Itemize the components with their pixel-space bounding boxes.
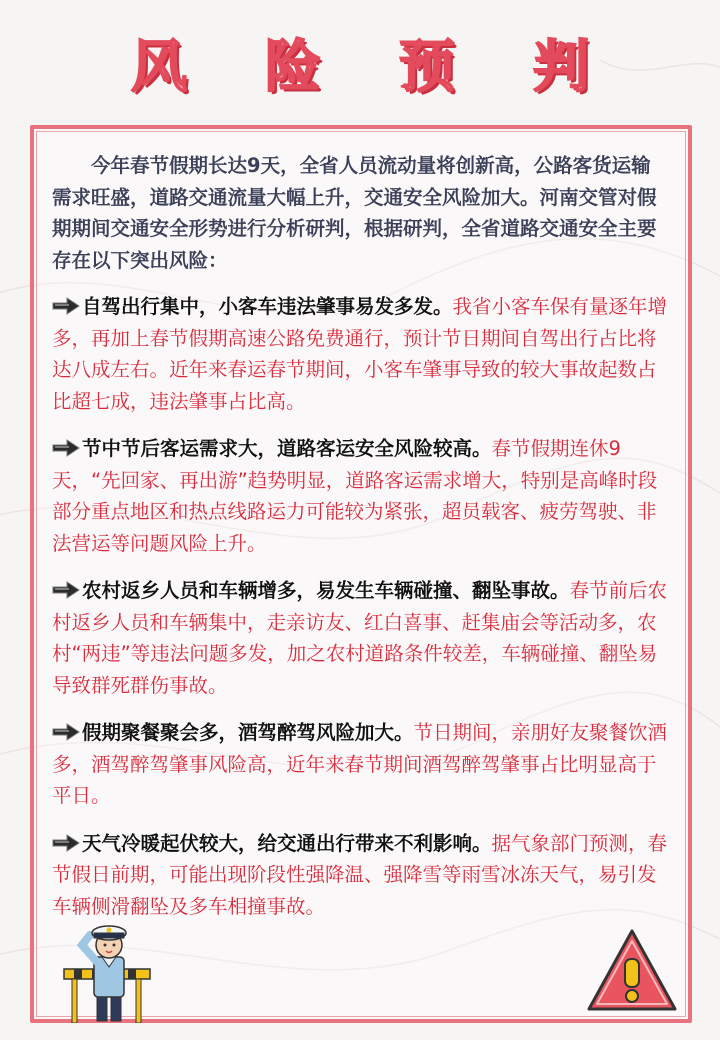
content-body (52, 150, 670, 938)
risk-point (52, 433, 670, 559)
page-title (0, 28, 720, 108)
arrow-icon (52, 581, 80, 599)
arrow-icon (52, 439, 80, 457)
risk-point-body: 据气象部门预测，春节假日前期，可能出现阶段性强降温、强降雪等雨雪冰冻天气，易引发车辆侧滑翻坠及多车相撞事故。 (52, 831, 668, 918)
risk-point-body: 春节假期连休9天，“先回家、再出游”趋势明显，道路客运需求增大，特别是高峰时段部分重点地区和热点线路运力可能较为紧张，超员载客、疲劳驾驶、非法营运等问题风险上升。 (52, 437, 658, 555)
arrow-icon (52, 723, 80, 741)
risk-point-head: 假期聚餐聚会多，酒驾醉驾风险加大。 (82, 721, 414, 744)
arrow-icon (52, 834, 80, 852)
title-char: 判 (533, 35, 589, 100)
traffic-police-illustration (62, 915, 154, 1023)
risk-point-body: 我省小客车保有量逐年增多，再加上春节假期高速公路免费通行，预计节日期间自驾出行占比将达八成左右。近年来春运春节期间，小客车肇事导致的较大事故起数占比超七成，违法肇事占比高。 (52, 295, 668, 413)
risk-point-body: 春节前后农村返乡人员和车辆集中，走亲访友、红白喜事、赶集庙会等活动多，农村“两违”等违法问题多发，加之农村道路条件较差，车辆碰撞、翻坠易导致群死群伤事故。 (52, 579, 668, 697)
intro-paragraph: 今年春节假期长达9天，全省人员流动量将创新高，公路客货运输需求旺盛，道路交通流量大幅上升，交通安全风险加大。河南交管对假期期间交通安全形势进行分析研判，根据研判，全省道路交通安全主要存在以下突出风险： (52, 154, 657, 272)
risk-point-head: 天气冷暖起伏较大，给交通出行带来不利影响。 (82, 831, 492, 855)
risk-point-head: 农村返乡人员和车辆增多，易发生车辆碰撞、翻坠事故。 (82, 579, 570, 602)
risk-point (52, 575, 670, 701)
title-char: 风 (131, 35, 187, 100)
warning-triangle-icon (584, 925, 680, 1015)
title-char: 险 (265, 35, 321, 100)
risk-point (52, 828, 670, 923)
risk-point-body: 节日期间，亲朋好友聚餐饮酒多，酒驾醉驾肇事风险高，近年来春节期间酒驾醉驾肇事占比明显高于平日。 (52, 721, 668, 807)
risk-point (52, 291, 670, 417)
risk-point-head: 节中节后客运需求大，道路客运安全风险较高。 (82, 437, 492, 460)
risk-point (52, 717, 670, 812)
title-char: 预 (399, 35, 455, 100)
arrow-icon (52, 297, 80, 315)
risk-point-head: 自驾出行集中，小客车违法肇事易发多发。 (82, 295, 453, 318)
